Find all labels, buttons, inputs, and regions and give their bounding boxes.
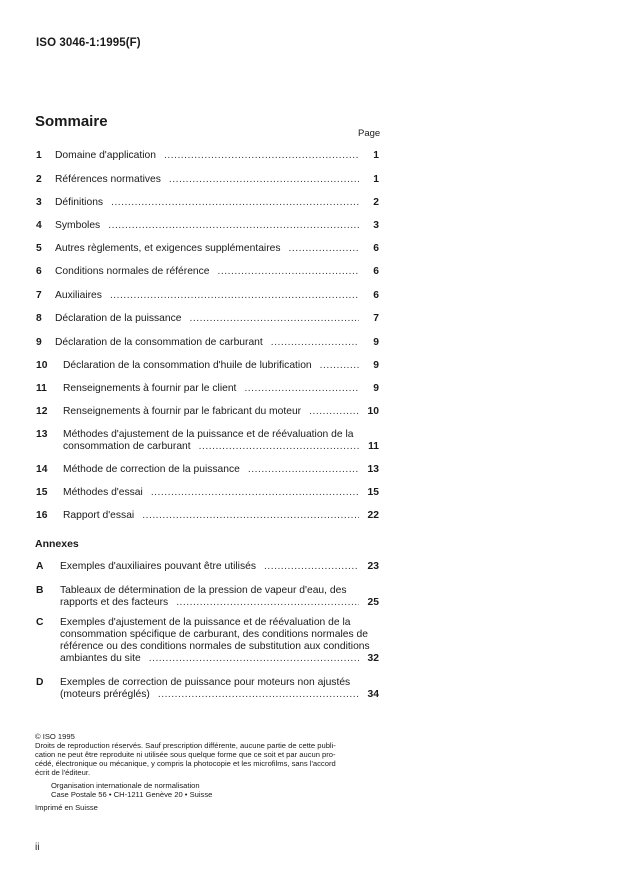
toc-page-number: 22 xyxy=(367,510,379,521)
dot-leader xyxy=(271,337,359,349)
annex-text xyxy=(60,585,379,609)
dot-leader xyxy=(218,266,359,278)
toc-number: 2 xyxy=(36,174,42,185)
dot-leader xyxy=(110,290,359,302)
toc-text xyxy=(55,220,379,232)
dot-leader xyxy=(309,406,359,418)
annex-title-line: ambiantes du site xyxy=(60,653,141,664)
annex-text xyxy=(60,677,379,701)
dot-leader xyxy=(108,220,359,232)
toc-number: 16 xyxy=(36,510,48,521)
toc-page-number: 9 xyxy=(373,383,379,394)
annex-page-number: 25 xyxy=(367,597,379,608)
organization-name: Organisation internationale de normalisation xyxy=(51,781,200,790)
toc-number: 9 xyxy=(36,337,42,348)
dot-leader xyxy=(169,174,359,186)
copyright-line: © ISO 1995 xyxy=(35,732,75,741)
dot-leader xyxy=(199,441,359,453)
toc-title-line: Déclaration de la puissance xyxy=(55,313,182,324)
toc-text xyxy=(55,150,379,162)
toc-page-number: 10 xyxy=(367,406,379,417)
annex-text xyxy=(60,561,379,573)
toc-text xyxy=(55,243,379,255)
toc-number: 3 xyxy=(36,197,42,208)
annex-title-line: rapports et des facteurs xyxy=(60,597,169,608)
dot-leader xyxy=(320,360,359,372)
toc-page-number: 2 xyxy=(373,197,379,208)
page-column-label: Page xyxy=(358,128,381,139)
toc-text xyxy=(63,360,379,372)
organization-address: Case Postale 56 • CH-1211 Genève 20 • Suisse xyxy=(51,790,213,799)
dot-leader xyxy=(151,487,359,499)
annex-page-number: 23 xyxy=(367,561,379,572)
toc-text xyxy=(63,464,379,476)
toc-text xyxy=(55,174,379,186)
toc-number: 5 xyxy=(36,243,42,254)
dot-leader xyxy=(289,243,359,255)
toc-text xyxy=(55,290,379,302)
copyright-footer xyxy=(35,732,385,812)
annex-number: B xyxy=(36,585,44,596)
toc-title-line: Domaine d'application xyxy=(55,150,156,161)
toc-title-line: consommation de carburant xyxy=(63,441,191,452)
annex-title-line: Tableaux de détermination de la pression de vapeur d'eau, des xyxy=(60,585,347,596)
toc-text xyxy=(63,487,379,499)
toc-text xyxy=(63,510,379,522)
toc-page-number: 3 xyxy=(373,220,379,231)
dot-leader xyxy=(190,313,360,325)
annex-title-line: référence ou des conditions normales de substitution aux conditions xyxy=(60,641,370,652)
toc-title-line: Méthode de correction de la puissance xyxy=(63,464,240,475)
page-number: ii xyxy=(35,842,40,853)
annex-number: A xyxy=(36,561,44,572)
toc-title-line: Déclaration de la consommation d'huile de lubrification xyxy=(63,360,312,371)
annex-number: D xyxy=(36,677,44,688)
toc-number: 7 xyxy=(36,290,42,301)
toc-number: 12 xyxy=(36,406,48,417)
annex-title-line: Exemples de correction de puissance pour moteurs non ajustés xyxy=(60,677,351,688)
toc-page-number: 1 xyxy=(373,174,379,185)
toc-number: 13 xyxy=(36,429,48,440)
toc-title-line: Renseignements à fournir par le fabricant du moteur xyxy=(63,406,302,417)
dot-leader xyxy=(149,653,359,665)
toc-page-number: 6 xyxy=(373,243,379,254)
page-title: Sommaire xyxy=(35,113,108,130)
annex-title-line: (moteurs préréglés) xyxy=(60,689,150,700)
toc-title-line: Rapport d'essai xyxy=(63,510,135,521)
dot-leader xyxy=(158,689,359,701)
annexes-title: Annexes xyxy=(35,538,79,550)
dot-leader xyxy=(142,510,359,522)
toc-page-number: 9 xyxy=(373,360,379,371)
rights-line: Droits de reproduction réservés. Sauf prescription différente, aucune partie de cette publi- xyxy=(35,741,336,750)
dot-leader xyxy=(248,464,359,476)
toc-title-line: Méthodes d'ajustement de la puissance et de réévaluation de la xyxy=(63,429,354,440)
toc-page-number: 11 xyxy=(368,441,379,452)
toc-number: 15 xyxy=(36,487,48,498)
document-header: ISO 3046-1:1995(F) xyxy=(36,37,141,49)
toc-page-number: 13 xyxy=(367,464,379,475)
annex-page-number: 32 xyxy=(367,653,379,664)
dot-leader xyxy=(244,383,359,395)
toc-title-line: Références normatives xyxy=(55,174,161,185)
toc-text xyxy=(63,406,379,418)
rights-line: cédé, électronique ou mécanique, y compris la photocopie et les microfilms, sans l'accord xyxy=(35,759,336,768)
toc-number: 4 xyxy=(36,220,42,231)
toc-number: 6 xyxy=(36,266,42,277)
toc-page-number: 6 xyxy=(373,290,379,301)
toc-text xyxy=(55,313,379,325)
toc-title-line: Autres règlements, et exigences supplémentaires xyxy=(55,243,281,254)
toc-page-number: 7 xyxy=(373,313,379,324)
toc-title-line: Symboles xyxy=(55,220,101,231)
printed-in: Imprimé en Suisse xyxy=(35,803,98,812)
toc-page-number: 1 xyxy=(373,150,379,161)
annex-title-line: Exemples d'auxiliaires pouvant être utilisés xyxy=(60,561,256,572)
toc-page-number: 15 xyxy=(367,487,379,498)
toc-number: 11 xyxy=(36,383,47,394)
annex-number: C xyxy=(36,617,44,628)
annex-text xyxy=(60,617,379,665)
toc-number: 14 xyxy=(36,464,48,475)
toc-title-line: Renseignements à fournir par le client xyxy=(63,383,237,394)
dot-leader xyxy=(111,197,359,209)
toc-number: 8 xyxy=(36,313,42,324)
dot-leader xyxy=(164,150,359,162)
annex-title-line: Exemples d'ajustement de la puissance et de réévaluation de la xyxy=(60,617,351,628)
toc-title-line: Déclaration de la consommation de carburant xyxy=(55,337,263,348)
toc-title-line: Conditions normales de référence xyxy=(55,266,210,277)
rights-line: cation ne peut être reproduite ni utilisée sous quelque forme que ce soit et par aucun pro- xyxy=(35,750,336,759)
annex-page-number: 34 xyxy=(367,689,379,700)
toc-title-line: Auxiliaires xyxy=(55,290,102,301)
rights-line: écrit de l'éditeur. xyxy=(35,768,91,777)
toc-number: 10 xyxy=(36,360,48,371)
dot-leader xyxy=(176,597,359,609)
toc-title-line: Définitions xyxy=(55,197,104,208)
toc-text xyxy=(63,429,379,453)
toc-page-number: 9 xyxy=(373,337,379,348)
dot-leader xyxy=(264,561,359,573)
annex-title-line: consommation spécifique de carburant, des conditions normales de xyxy=(60,629,368,640)
toc-text xyxy=(55,337,379,349)
toc-page-number: 6 xyxy=(373,266,379,277)
toc-text xyxy=(55,266,379,278)
toc-text xyxy=(55,197,379,209)
toc-text xyxy=(63,383,379,395)
toc-number: 1 xyxy=(36,150,42,161)
toc-title-line: Méthodes d'essai xyxy=(63,487,143,498)
